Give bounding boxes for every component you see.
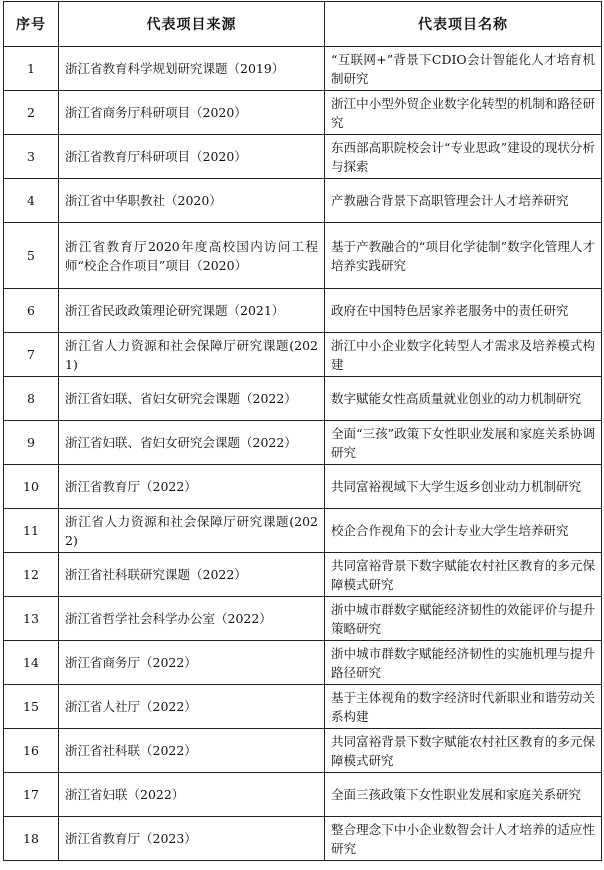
row-name: 基于产教融合的“项目化学徒制”数字化管理人才培养实践研究 xyxy=(325,223,602,289)
row-num: 5 xyxy=(4,223,59,289)
row-source: 浙江省妇联、省妇女研究会课题（2022） xyxy=(59,421,325,465)
row-name: 校企合作视角下的会计专业大学生培养研究 xyxy=(325,509,602,553)
row-source: 浙江省中华职教社（2020） xyxy=(59,179,325,223)
row-name: 浙中城市群数字赋能经济韧性的效能评价与提升策略研究 xyxy=(325,597,602,641)
row-source: 浙江省教育厅（2023） xyxy=(59,817,325,861)
row-source: 浙江省人力资源和社会保障厅研究课题(2021) xyxy=(59,333,325,377)
table-row xyxy=(4,135,602,179)
row-num: 11 xyxy=(4,509,59,553)
row-num: 16 xyxy=(4,729,59,773)
table-row xyxy=(4,47,602,91)
row-source: 浙江省人社厅（2022） xyxy=(59,685,325,729)
row-source: 浙江省哲学社会科学办公室（2022） xyxy=(59,597,325,641)
row-name: 浙江中小型外贸企业数字化转型的机制和路径研究 xyxy=(325,91,602,135)
row-num: 7 xyxy=(4,333,59,377)
row-source: 浙江省商务厅科研项目（2020） xyxy=(59,91,325,135)
row-name: 浙江中小企业数字化转型人才需求及培养模式构建 xyxy=(325,333,602,377)
row-name: 全面三孩政策下女性职业发展和家庭关系研究 xyxy=(325,773,602,817)
row-num: 8 xyxy=(4,377,59,421)
row-num: 18 xyxy=(4,817,59,861)
table-row xyxy=(4,91,602,135)
row-source: 浙江省教育厅科研项目（2020） xyxy=(59,135,325,179)
projects-table xyxy=(3,1,602,861)
table-row xyxy=(4,465,602,509)
row-num: 12 xyxy=(4,553,59,597)
row-name: 共同富裕视域下大学生返乡创业动力机制研究 xyxy=(325,465,602,509)
table-row xyxy=(4,641,602,685)
row-num: 13 xyxy=(4,597,59,641)
row-name: 共同富裕背景下数字赋能农村社区教育的多元保障模式研究 xyxy=(325,729,602,773)
row-num: 6 xyxy=(4,289,59,333)
row-source: 浙江省教育科学规划研究课题（2019） xyxy=(59,47,325,91)
header-name: 代表项目名称 xyxy=(325,2,602,47)
row-source: 浙江省社科联研究课题（2022） xyxy=(59,553,325,597)
row-num: 17 xyxy=(4,773,59,817)
row-name: 数字赋能女性高质量就业创业的动力机制研究 xyxy=(325,377,602,421)
row-source: 浙江省妇联、省妇女研究会课题（2022） xyxy=(59,377,325,421)
table-row xyxy=(4,773,602,817)
row-name: “互联网+”背景下CDIO会计智能化人才培育机制研究 xyxy=(325,47,602,91)
table-row xyxy=(4,729,602,773)
row-name: 东西部高职院校会计“专业思政”建设的现状分析与探索 xyxy=(325,135,602,179)
header-num: 序号 xyxy=(4,2,59,47)
row-num: 10 xyxy=(4,465,59,509)
row-num: 4 xyxy=(4,179,59,223)
row-source: 浙江省人力资源和社会保障厅研究课题(2022) xyxy=(59,509,325,553)
row-num: 3 xyxy=(4,135,59,179)
row-name: 基于主体视角的数字经济时代新职业和谐劳动关系构建 xyxy=(325,685,602,729)
table-row xyxy=(4,597,602,641)
projects-table-container xyxy=(3,1,602,861)
table-header-row xyxy=(4,2,602,47)
row-num: 15 xyxy=(4,685,59,729)
row-num: 14 xyxy=(4,641,59,685)
row-source: 浙江省民政政策理论研究课题（2021） xyxy=(59,289,325,333)
row-name: 产教融合背景下高职管理会计人才培养研究 xyxy=(325,179,602,223)
row-source: 浙江省教育厅（2022） xyxy=(59,465,325,509)
row-name: 政府在中国特色居家养老服务中的责任研究 xyxy=(325,289,602,333)
row-source: 浙江省妇联（2022） xyxy=(59,773,325,817)
row-name: 全面“三孩”政策下女性职业发展和家庭关系协调研究 xyxy=(325,421,602,465)
row-source: 浙江省商务厅（2022） xyxy=(59,641,325,685)
table-row xyxy=(4,553,602,597)
table-row xyxy=(4,685,602,729)
table-row xyxy=(4,421,602,465)
row-source: 浙江省社科联（2022） xyxy=(59,729,325,773)
row-num: 9 xyxy=(4,421,59,465)
row-name: 浙中城市群数字赋能经济韧性的实施机理与提升路径研究 xyxy=(325,641,602,685)
table-row xyxy=(4,223,602,289)
table-row xyxy=(4,333,602,377)
row-name: 共同富裕背景下数字赋能农村社区教育的多元保障模式研究 xyxy=(325,553,602,597)
table-row xyxy=(4,817,602,861)
header-source: 代表项目来源 xyxy=(59,2,325,47)
row-num: 2 xyxy=(4,91,59,135)
row-name: 整合理念下中小企业数智会计人才培养的适应性研究 xyxy=(325,817,602,861)
table-row xyxy=(4,509,602,553)
row-source: 浙江省教育厅2020年度高校国内访问工程师“校企合作项目”项目（2020） xyxy=(59,223,325,289)
table-row xyxy=(4,289,602,333)
row-num: 1 xyxy=(4,47,59,91)
table-row xyxy=(4,179,602,223)
table-row xyxy=(4,377,602,421)
